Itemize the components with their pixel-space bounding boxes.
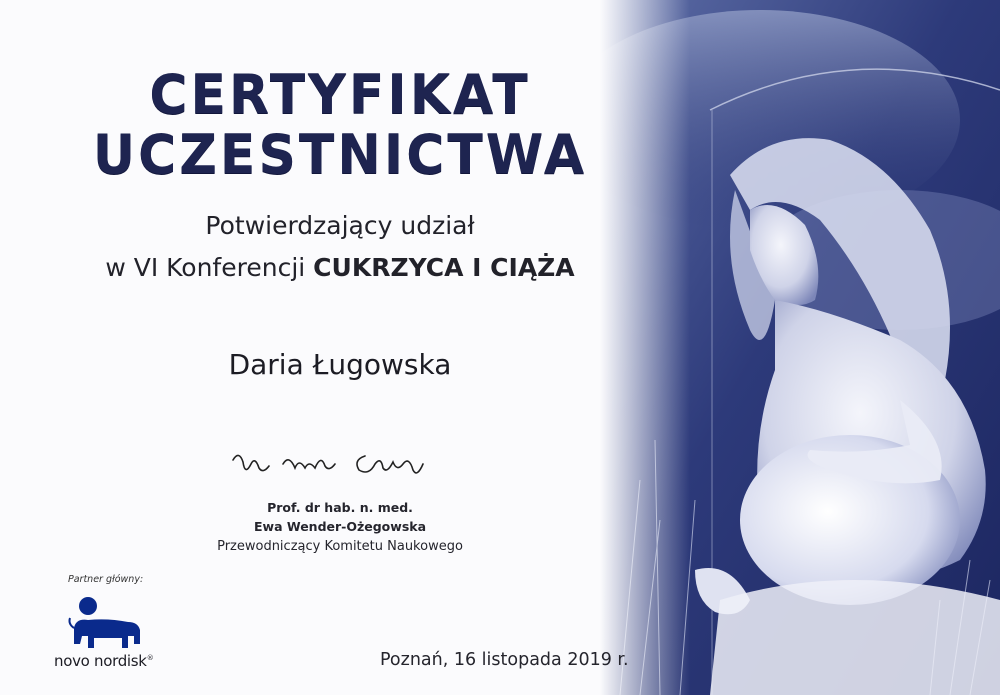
registered-mark: ® <box>146 654 154 662</box>
certificate-title-line1: CERTYFIKAT <box>149 63 531 127</box>
signatory-name: Ewa Wender-Ożegowska <box>253 519 427 534</box>
pregnant-woman-photo <box>600 0 1000 695</box>
certificate-title-line2: UCZESTNICTWA <box>92 123 588 187</box>
conference-name: CUKRZYCA I CIĄŻA <box>313 253 575 282</box>
signatory-degree: Prof. dr hab. n. med. <box>267 500 413 515</box>
subtitle-line2 <box>60 253 620 282</box>
signatory-role: Przewodniczący Komitetu Naukowego <box>217 539 463 554</box>
partner-label: Partner główny: <box>68 574 144 585</box>
signature-image <box>225 442 445 486</box>
subtitle-line1: Potwierdzający udział <box>205 211 475 240</box>
place-date: Poznań, 16 listopada 2019 r. <box>380 650 629 670</box>
novo-nordisk-logo-text <box>54 652 153 670</box>
subtitle-conference-prefix: w VI Konferencji <box>105 253 306 282</box>
participant-name: Daria Ługowska <box>228 348 452 381</box>
logo-wordmark: novo nordisk <box>54 652 147 670</box>
